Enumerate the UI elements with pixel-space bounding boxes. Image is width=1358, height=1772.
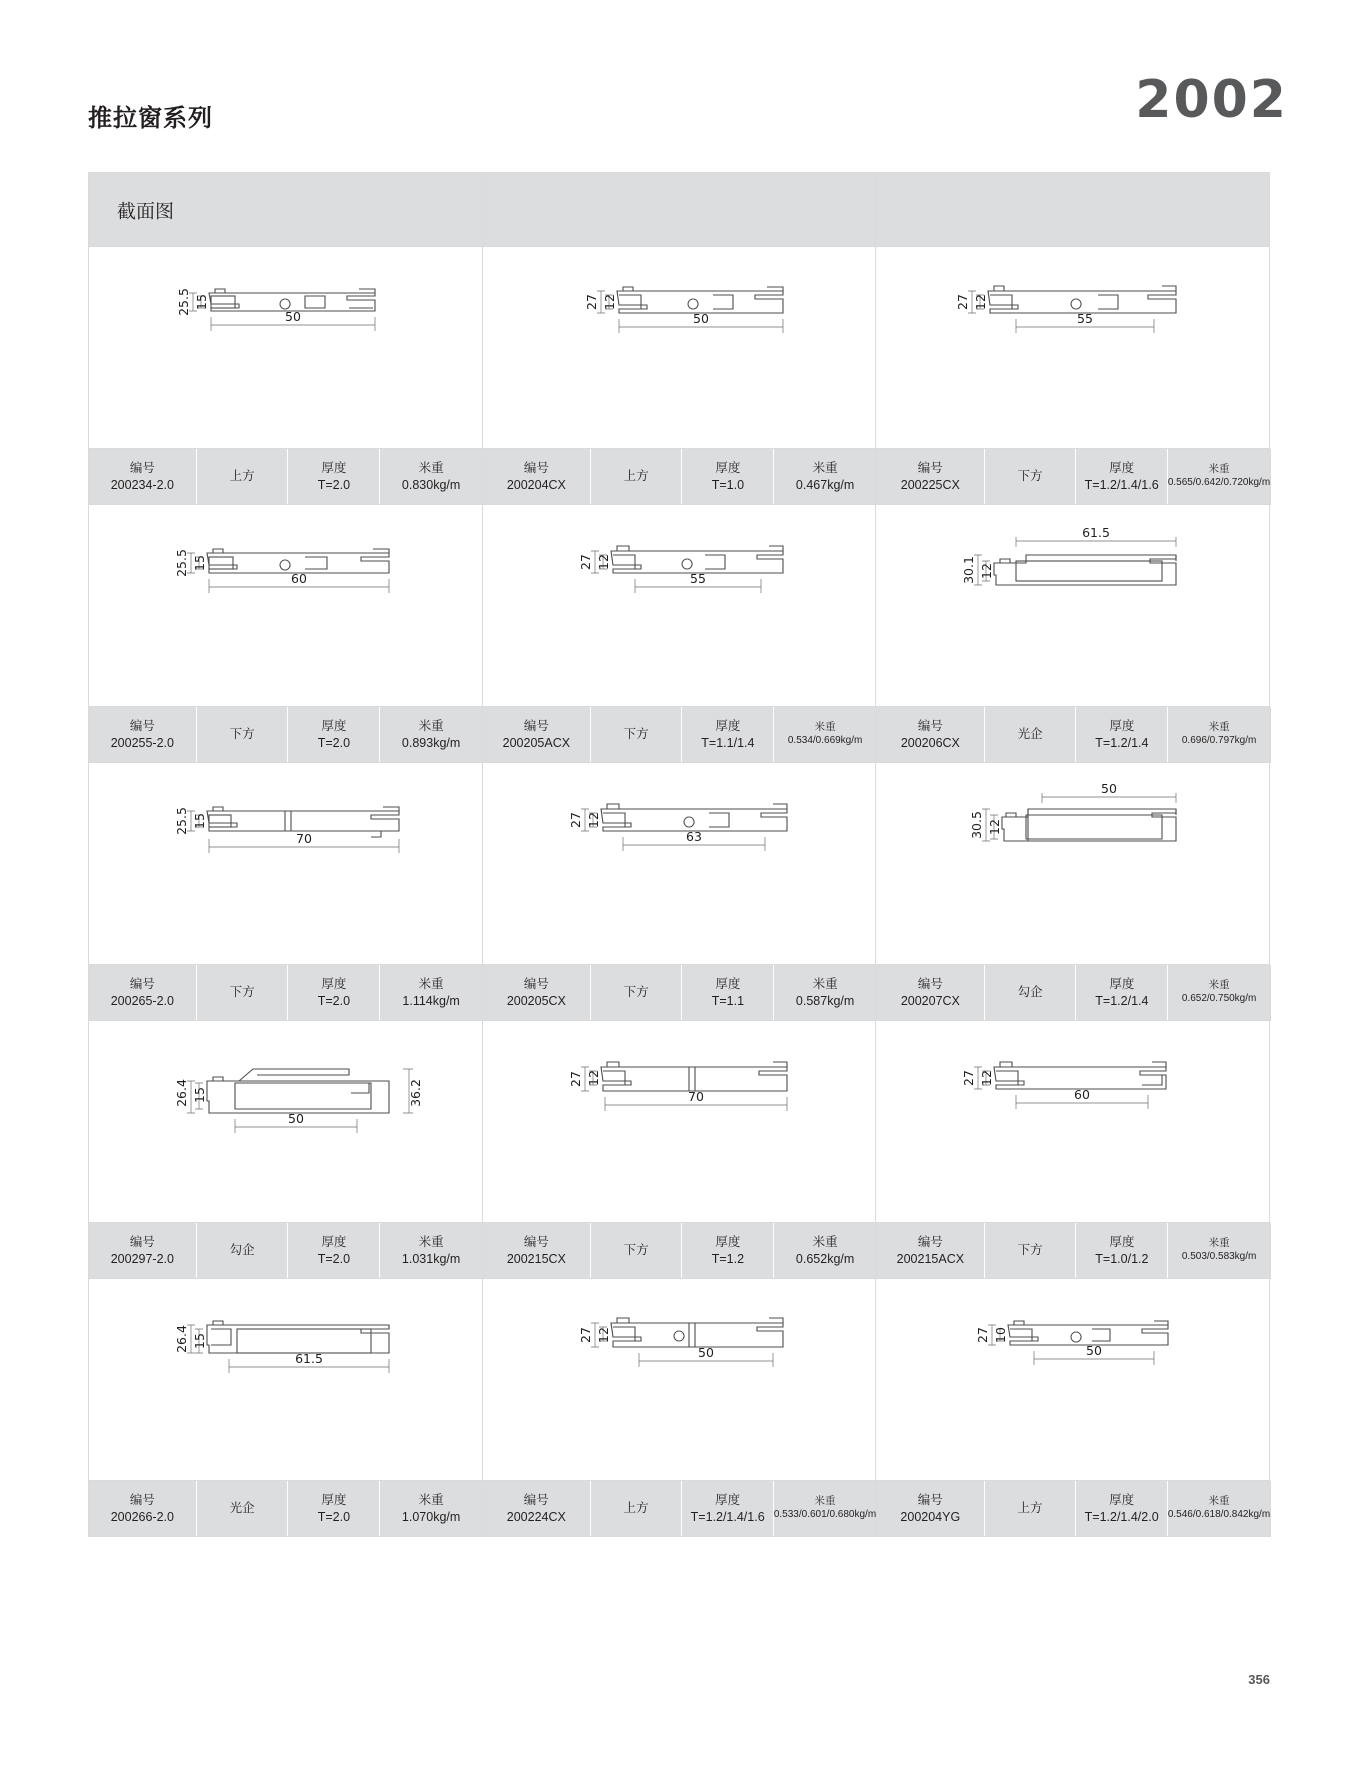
drawing-cell-3-1 [876, 247, 1270, 449]
spec-thickness-value: T=1.0/1.2 [1095, 1251, 1149, 1266]
drawing-cell-3-2 [876, 505, 1270, 707]
spec-code-cell [877, 449, 985, 504]
svg-text:27: 27 [583, 294, 599, 310]
profile-drawing [483, 763, 876, 964]
spec-position-cell [197, 707, 289, 762]
spec-code-cell [89, 1481, 197, 1536]
svg-text:61.5: 61.5 [295, 1351, 323, 1366]
svg-text:12: 12 [585, 1070, 601, 1086]
spec-thickness-cell [682, 1223, 774, 1278]
spec-position-value: 上方 [1017, 1501, 1043, 1516]
drawing-row-2 [89, 505, 1270, 707]
spec-code-label: 编号 [523, 1234, 549, 1249]
spec-weight-label: 米重 [1208, 463, 1230, 476]
spec-thickness-cell [1076, 1223, 1168, 1278]
spec-position-value: 光企 [229, 1501, 255, 1516]
spec-position-cell [985, 707, 1077, 762]
drawing-cell-1-1 [89, 247, 483, 449]
svg-text:15: 15 [192, 1087, 207, 1103]
spec-thickness-cell [1076, 965, 1168, 1020]
spec-code-value: 200207CX [900, 993, 960, 1008]
spec-position-value: 下方 [229, 727, 255, 742]
spec-thickness-label: 厚度 [715, 976, 741, 991]
profile-drawing [89, 1021, 482, 1222]
svg-text:26.4: 26.4 [174, 1079, 189, 1107]
svg-text:12: 12 [973, 294, 989, 310]
spec-position-cell [591, 965, 683, 1020]
spec-code-cell [483, 1223, 591, 1278]
svg-text:60: 60 [291, 571, 307, 586]
spec-row-1 [89, 449, 1270, 505]
spec-weight-cell [1168, 1223, 1270, 1278]
svg-text:25.5: 25.5 [174, 807, 189, 835]
spec-position-value: 下方 [1017, 1243, 1043, 1258]
svg-text:26.4: 26.4 [174, 1325, 189, 1353]
svg-text:12: 12 [595, 554, 611, 570]
profile-drawing [876, 1021, 1269, 1222]
spec-weight-label: 米重 [1208, 1495, 1230, 1508]
spec-code-value: 200205ACX [502, 735, 571, 750]
spec-code-cell [89, 1223, 197, 1278]
spec-position-cell [985, 965, 1077, 1020]
spec-thickness-value: T=1.2/1.4/2.0 [1084, 1509, 1159, 1524]
spec-weight-label: 米重 [812, 976, 838, 991]
spec-position-value: 下方 [623, 727, 649, 742]
spec-position-value: 上方 [229, 469, 255, 484]
spec-position-value: 下方 [1017, 469, 1043, 484]
spec-code-cell [877, 1223, 985, 1278]
spec-position-value: 勾企 [1017, 985, 1043, 1000]
drawing-cell-1-5 [89, 1279, 483, 1481]
svg-text:70: 70 [687, 1089, 704, 1104]
spec-position-cell [591, 449, 683, 504]
table-header-cell-3 [876, 173, 1270, 247]
drawing-row-1 [89, 247, 1270, 449]
page-header [88, 70, 1288, 142]
spec-code-label: 编号 [129, 1492, 155, 1507]
spec-thickness-cell [288, 707, 380, 762]
profile-drawing [89, 247, 482, 448]
svg-text:12: 12 [987, 819, 1003, 835]
spec-code-label: 编号 [129, 718, 155, 733]
spec-thickness-cell [1076, 449, 1168, 504]
spec-position-cell [591, 1223, 683, 1278]
profile-drawing [89, 763, 482, 964]
spec-code-cell [89, 965, 197, 1020]
page-title: 推拉窗系列 [88, 105, 213, 132]
spec-code-cell [483, 1481, 591, 1536]
drawing-row-4 [89, 1021, 1270, 1223]
table-header-row [89, 173, 1270, 247]
svg-text:27: 27 [577, 554, 593, 570]
spec-thickness-cell [288, 449, 380, 504]
spec-group-2-1 [483, 449, 877, 505]
spec-thickness-label: 厚度 [715, 1492, 741, 1507]
svg-text:10: 10 [993, 1327, 1009, 1343]
spec-weight-value: 0.546/0.618/0.842kg/m [1167, 1509, 1271, 1521]
svg-text:15: 15 [194, 294, 209, 310]
spec-thickness-value: T=1.2 [711, 1251, 745, 1266]
spec-weight-value: 0.565/0.642/0.720kg/m [1167, 477, 1271, 489]
spec-group-1-4 [89, 1223, 483, 1279]
drawing-cell-3-3 [876, 763, 1270, 965]
profile-drawing [483, 1021, 876, 1222]
spec-weight-label: 米重 [1208, 1237, 1230, 1250]
drawing-cell-2-5 [483, 1279, 877, 1481]
spec-weight-value: 1.031kg/m [401, 1251, 461, 1266]
drawing-cell-3-5 [876, 1279, 1270, 1481]
spec-weight-label: 米重 [1208, 979, 1230, 992]
drawing-cell-3-4 [876, 1021, 1270, 1223]
spec-code-value: 200297-2.0 [110, 1251, 174, 1266]
spec-code-value: 200234-2.0 [110, 477, 174, 492]
spec-thickness-value: T=1.1 [711, 993, 745, 1008]
spec-group-2-2 [483, 707, 877, 763]
spec-group-1-3 [89, 965, 483, 1021]
svg-text:50: 50 [692, 311, 709, 326]
svg-text:15: 15 [192, 555, 207, 571]
spec-thickness-label: 厚度 [321, 718, 347, 733]
spec-thickness-label: 厚度 [715, 460, 741, 475]
spec-position-cell [591, 707, 683, 762]
spec-code-label: 编号 [917, 976, 943, 991]
spec-code-cell [877, 1481, 985, 1536]
spec-weight-value: 0.652/0.750kg/m [1181, 993, 1257, 1005]
spec-code-value: 200215CX [506, 1251, 566, 1266]
spec-position-cell [591, 1481, 683, 1536]
spec-code-value: 200204CX [506, 477, 566, 492]
spec-weight-cell [380, 1223, 482, 1278]
spec-code-cell [877, 965, 985, 1020]
spec-thickness-value: T=2.0 [317, 735, 351, 750]
spec-code-label: 编号 [523, 1492, 549, 1507]
spec-weight-value: 0.893kg/m [401, 735, 461, 750]
table-header-cell-2 [483, 173, 877, 247]
spec-row-2 [89, 707, 1270, 763]
spec-code-label: 编号 [523, 718, 549, 733]
svg-text:50: 50 [697, 1345, 714, 1360]
spec-group-2-3 [483, 965, 877, 1021]
spec-thickness-value: T=1.2/1.4 [1095, 735, 1149, 750]
spec-thickness-cell [1076, 1481, 1168, 1536]
spec-position-value: 下方 [229, 985, 255, 1000]
spec-code-label: 编号 [523, 460, 549, 475]
spec-code-value: 200224CX [506, 1509, 566, 1524]
spec-code-value: 200225CX [900, 477, 960, 492]
spec-weight-cell [380, 1481, 482, 1536]
drawing-cell-1-2 [89, 505, 483, 707]
spec-position-cell [197, 1481, 289, 1536]
spec-position-value: 下方 [623, 1243, 649, 1258]
spec-weight-value: 0.652kg/m [795, 1251, 855, 1266]
profile-drawing [483, 247, 876, 448]
spec-thickness-label: 厚度 [715, 718, 741, 733]
spec-code-label: 编号 [129, 976, 155, 991]
spec-thickness-cell [288, 965, 380, 1020]
spec-group-3-3 [877, 965, 1271, 1021]
svg-text:25.5: 25.5 [174, 549, 189, 577]
spec-weight-value: 0.696/0.797kg/m [1181, 735, 1257, 747]
spec-thickness-cell [682, 707, 774, 762]
spec-code-label: 编号 [917, 718, 943, 733]
spec-code-value: 200206CX [900, 735, 960, 750]
spec-weight-label: 米重 [418, 1234, 444, 1249]
svg-text:61.5: 61.5 [1082, 525, 1111, 540]
spec-weight-value: 0.587kg/m [795, 993, 855, 1008]
table-header-cell-1 [89, 173, 483, 247]
spec-group-1-1 [89, 449, 483, 505]
svg-text:50: 50 [1101, 781, 1118, 796]
spec-weight-cell [1168, 965, 1270, 1020]
spec-thickness-cell [1076, 707, 1168, 762]
spec-weight-cell [774, 965, 876, 1020]
spec-thickness-cell [288, 1223, 380, 1278]
svg-text:36.2: 36.2 [408, 1079, 423, 1107]
spec-weight-label: 米重 [814, 1495, 836, 1508]
spec-weight-cell [380, 965, 482, 1020]
drawing-row-3 [89, 763, 1270, 965]
svg-text:63: 63 [685, 829, 702, 844]
spec-thickness-cell [288, 1481, 380, 1536]
spec-weight-cell [774, 707, 876, 762]
spec-thickness-cell [682, 965, 774, 1020]
spec-position-value: 下方 [623, 985, 649, 1000]
svg-text:55: 55 [689, 571, 706, 586]
spec-weight-cell [774, 1223, 876, 1278]
svg-text:55: 55 [1077, 311, 1094, 326]
spec-position-cell [985, 1223, 1077, 1278]
svg-text:30.1: 30.1 [961, 556, 977, 584]
spec-code-cell [877, 707, 985, 762]
spec-position-value: 勾企 [229, 1243, 255, 1258]
spec-group-3-2 [877, 707, 1271, 763]
spec-row-3 [89, 965, 1270, 1021]
drawing-cell-2-1 [483, 247, 877, 449]
svg-text:27: 27 [975, 1327, 991, 1343]
svg-text:30.5: 30.5 [969, 811, 985, 839]
spec-weight-label: 米重 [418, 1492, 444, 1507]
spec-code-label: 编号 [917, 1234, 943, 1249]
spec-weight-value: 1.070kg/m [401, 1509, 461, 1524]
spec-position-value: 光企 [1017, 727, 1043, 742]
spec-code-value: 200266-2.0 [110, 1509, 174, 1524]
spec-row-4 [89, 1223, 1270, 1279]
spec-thickness-value: T=1.1/1.4 [701, 735, 755, 750]
svg-text:50: 50 [285, 309, 301, 324]
drawing-row-5 [89, 1279, 1270, 1481]
spec-weight-label: 米重 [1208, 721, 1230, 734]
spec-code-cell [89, 449, 197, 504]
spec-code-label: 编号 [523, 976, 549, 991]
drawing-cell-1-3 [89, 763, 483, 965]
spec-group-3-5 [877, 1481, 1271, 1537]
spec-code-label: 编号 [129, 460, 155, 475]
spec-code-cell [483, 449, 591, 504]
profile-drawing [876, 247, 1269, 448]
spec-weight-cell [380, 707, 482, 762]
page-footer-number: 356 [1248, 1672, 1270, 1687]
spec-weight-cell [380, 449, 482, 504]
profile-drawing [89, 505, 482, 706]
spec-code-value: 200265-2.0 [110, 993, 174, 1008]
spec-weight-label: 米重 [814, 721, 836, 734]
spec-weight-value: 0.467kg/m [795, 477, 855, 492]
spec-weight-value: 1.114kg/m [402, 993, 460, 1008]
profile-drawing [876, 505, 1269, 706]
spec-thickness-label: 厚度 [321, 1492, 347, 1507]
spec-position-cell [985, 449, 1077, 504]
svg-text:12: 12 [595, 1327, 611, 1343]
profile-drawing [876, 1279, 1269, 1480]
series-number: 2002 [1135, 70, 1288, 130]
svg-text:50: 50 [1086, 1343, 1103, 1358]
spec-group-2-5 [483, 1481, 877, 1537]
spec-weight-value: 0.534/0.669kg/m [787, 735, 863, 747]
spec-group-1-5 [89, 1481, 483, 1537]
spec-group-1-2 [89, 707, 483, 763]
svg-text:12: 12 [979, 1070, 995, 1086]
spec-thickness-value: T=1.2/1.4/1.6 [1084, 477, 1159, 492]
spec-thickness-label: 厚度 [1109, 1234, 1135, 1249]
spec-thickness-label: 厚度 [715, 1234, 741, 1249]
svg-text:27: 27 [567, 812, 583, 828]
spec-weight-cell [1168, 707, 1270, 762]
spec-code-value: 200205CX [506, 993, 566, 1008]
svg-text:25.5: 25.5 [176, 288, 191, 316]
drawing-cell-1-4 [89, 1021, 483, 1223]
svg-text:27: 27 [955, 294, 971, 310]
spec-code-label: 编号 [917, 1492, 943, 1507]
spec-thickness-value: T=2.0 [317, 477, 351, 492]
spec-weight-cell [1168, 1481, 1270, 1536]
spec-group-3-4 [877, 1223, 1271, 1279]
drawing-cell-2-2 [483, 505, 877, 707]
spec-code-cell [483, 965, 591, 1020]
profile-table [88, 172, 1270, 1537]
svg-text:27: 27 [961, 1070, 977, 1086]
drawing-cell-2-4 [483, 1021, 877, 1223]
svg-text:15: 15 [192, 1333, 207, 1349]
spec-position-value: 上方 [623, 469, 649, 484]
spec-weight-value: 0.503/0.583kg/m [1181, 1251, 1257, 1263]
spec-weight-cell [774, 1481, 876, 1536]
profile-drawing [483, 505, 876, 706]
svg-text:60: 60 [1074, 1087, 1091, 1102]
drawing-cell-2-3 [483, 763, 877, 965]
spec-thickness-cell [682, 449, 774, 504]
spec-thickness-label: 厚度 [1109, 460, 1135, 475]
svg-text:27: 27 [577, 1327, 593, 1343]
spec-code-label: 编号 [129, 1234, 155, 1249]
spec-code-value: 200204YG [900, 1509, 961, 1524]
spec-thickness-cell [682, 1481, 774, 1536]
spec-code-value: 200215ACX [896, 1251, 965, 1266]
svg-text:12: 12 [601, 294, 617, 310]
spec-thickness-label: 厚度 [1109, 1492, 1135, 1507]
spec-position-cell [985, 1481, 1077, 1536]
spec-position-cell [197, 1223, 289, 1278]
spec-thickness-label: 厚度 [321, 1234, 347, 1249]
spec-group-3-1 [877, 449, 1271, 505]
spec-thickness-value: T=1.2/1.4 [1095, 993, 1149, 1008]
spec-thickness-label: 厚度 [1109, 976, 1135, 991]
spec-weight-value: 0.533/0.601/0.680kg/m [773, 1509, 877, 1521]
table-header-label-1: 截面图 [117, 201, 175, 222]
spec-thickness-value: T=2.0 [317, 1509, 351, 1524]
spec-code-cell [483, 707, 591, 762]
svg-text:70: 70 [296, 831, 312, 846]
spec-weight-label: 米重 [418, 976, 444, 991]
spec-position-value: 上方 [623, 1501, 649, 1516]
profile-drawing [876, 763, 1269, 964]
spec-thickness-value: T=1.2/1.4/1.6 [690, 1509, 765, 1524]
spec-weight-value: 0.830kg/m [401, 477, 461, 492]
profile-drawing [483, 1279, 876, 1480]
svg-text:12: 12 [979, 563, 995, 579]
spec-thickness-label: 厚度 [321, 976, 347, 991]
spec-position-cell [197, 965, 289, 1020]
spec-weight-label: 米重 [418, 718, 444, 733]
spec-thickness-label: 厚度 [321, 460, 347, 475]
spec-weight-cell [774, 449, 876, 504]
spec-weight-label: 米重 [812, 1234, 838, 1249]
spec-weight-label: 米重 [812, 460, 838, 475]
svg-text:15: 15 [192, 813, 207, 829]
svg-text:12: 12 [585, 812, 601, 828]
svg-text:50: 50 [288, 1111, 304, 1126]
spec-weight-cell [1168, 449, 1270, 504]
spec-code-label: 编号 [917, 460, 943, 475]
spec-thickness-value: T=2.0 [317, 1251, 351, 1266]
spec-thickness-value: T=2.0 [317, 993, 351, 1008]
spec-thickness-label: 厚度 [1109, 718, 1135, 733]
spec-thickness-value: T=1.0 [711, 477, 745, 492]
profile-drawing [89, 1279, 482, 1480]
spec-group-2-4 [483, 1223, 877, 1279]
spec-position-cell [197, 449, 289, 504]
svg-text:27: 27 [567, 1071, 583, 1087]
spec-code-value: 200255-2.0 [110, 735, 174, 750]
spec-weight-label: 米重 [418, 460, 444, 475]
spec-row-5 [89, 1481, 1270, 1537]
spec-code-cell [89, 707, 197, 762]
